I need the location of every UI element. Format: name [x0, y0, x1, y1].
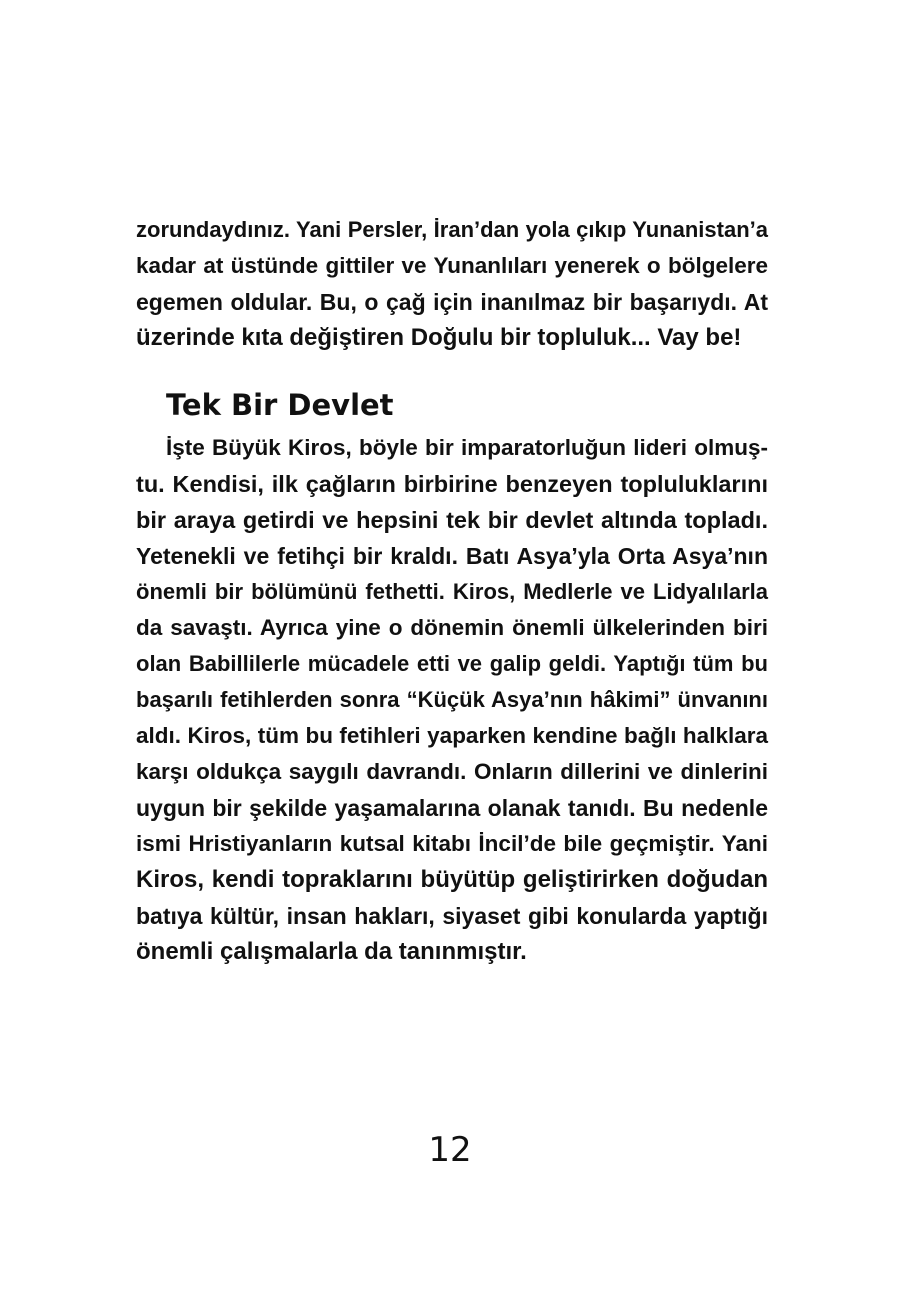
text-line: olan Babillilerle mücadele etti ve galip geldi. Yaptığı tüm bu — [136, 651, 768, 676]
text-line: Kiros, kendi topraklarını büyütüp geliştirirken doğudan — [136, 866, 768, 893]
text-line: batıya kültür, insan hakları, siyaset gibi konularda yaptığı — [136, 903, 768, 929]
text-line: bir araya getirdi ve hepsini tek bir devlet altında topladı. — [136, 507, 768, 533]
text-line: tu. Kendisi, ilk çağların birbirine benzeyen topluluklarını — [136, 471, 768, 497]
text-line: Yetenekli ve fetihçi bir kraldı. Batı Asya’yla Orta Asya’nın — [136, 543, 768, 569]
text-line: egemen oldular. Bu, o çağ için inanılmaz bir başarıydı. At — [136, 289, 768, 315]
intro-paragraph — [136, 212, 768, 356]
text-line: karşı oldukça saygılı davrandı. Onların dillerini ve dinlerini — [136, 759, 768, 784]
text-line: üzerinde kıta değiştiren Doğulu bir topluluk... Vay be! — [136, 324, 742, 351]
text-line: kadar at üstünde gittiler ve Yunanlıları yenerek o bölgelere — [136, 253, 768, 278]
text-line: İşte Büyük Kiros, böyle bir imparatorluğun lideri olmuş- — [166, 435, 768, 460]
text-line: da savaştı. Ayrıca yine o dönemin önemli ülkelerinden biri — [136, 615, 768, 640]
text-line: ismi Hristiyanların kutsal kitabı İncil’de bile geçmiştir. Yani — [136, 831, 768, 856]
text-line: zorundaydınız. Yani Persler, İran’dan yola çıkıp Yunanistan’a — [136, 217, 768, 242]
text-line: uygun bir şekilde yaşamalarına olanak tanıdı. Bu nedenle — [136, 795, 768, 821]
text-line: aldı. Kiros, tüm bu fetihleri yaparken kendine bağlı halklara — [136, 723, 768, 748]
page-number: 12 — [428, 1130, 472, 1170]
section-paragraph — [136, 430, 768, 970]
section-heading: Tek Bir Devlet — [166, 388, 394, 422]
text-line: önemli bir bölümünü fethetti. Kiros, Medlerle ve Lidyalılarla — [136, 579, 768, 604]
text-line: başarılı fetihlerden sonra “Küçük Asya’nın hâkimi” ünvanını — [136, 687, 768, 712]
text-line: önemli çalışmalarla da tanınmıştır. — [136, 938, 527, 965]
